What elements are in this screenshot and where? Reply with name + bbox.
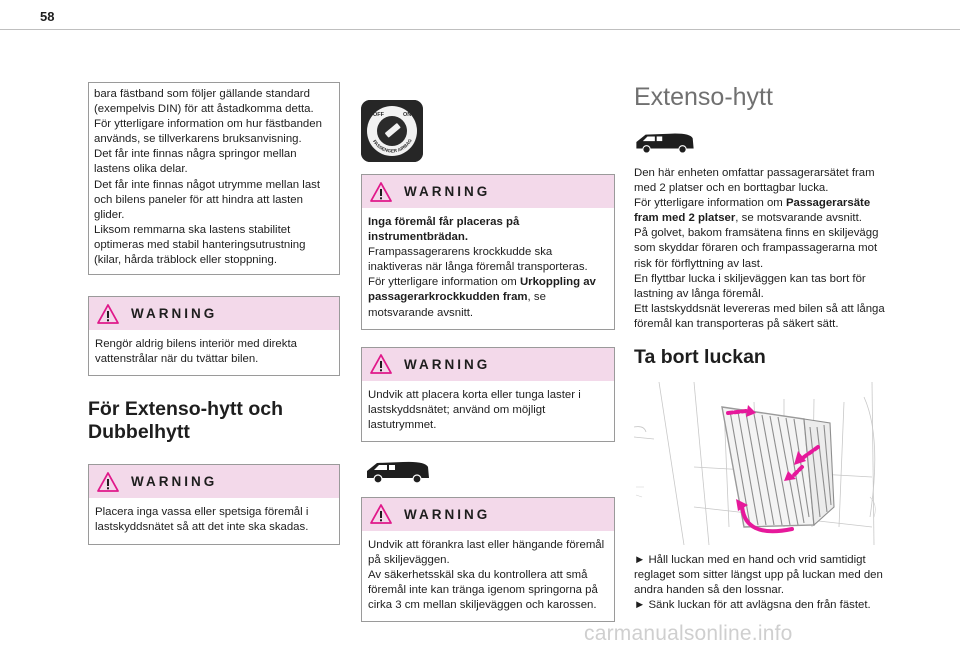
van-icon — [365, 458, 431, 484]
description-part: Den här enheten omfattar passagerarsätet fram med 2 platser och en borttagbar lucka. För ytterligare information om — [634, 167, 875, 210]
airbag-off-label: OFF — [373, 112, 384, 118]
warning-box — [361, 174, 615, 330]
step-text: ► Sänk luckan för att avlägsna den från fästet. — [634, 599, 871, 612]
description-part: , se motsvarande avsnitt. På golvet, bakom framsätena finns en skiljevägg som skyddar föraren och frampassagerarna mot risk för förflyttning av last. En flyttbar lucka i skiljeväggen kan tas bort för lastning av långa föremål. Ett lastskyddsnät levereras med bilen så att långa föremål kan transporteras på säkert sätt. — [634, 212, 885, 330]
warning-triangle-icon — [370, 182, 392, 202]
page-title: Extenso-hytt — [634, 83, 773, 111]
warning-header — [89, 297, 339, 330]
warning-box — [88, 296, 340, 376]
step-text: ► Håll luckan med en hand och vrid samtidigt reglaget som sitter längst upp på luckan med den andra handen så den lossnar. — [634, 554, 883, 597]
warning-box — [361, 347, 615, 442]
warning-triangle-icon — [97, 304, 119, 324]
warning-text: Placera inga vassa eller spetsiga föremål i lastskyddsnätet så att det inte ska skadas. — [95, 506, 309, 534]
van-icon — [634, 130, 696, 154]
warning-triangle-icon — [97, 472, 119, 492]
section-heading: Ta bort luckan — [634, 346, 766, 369]
watermark: carmanualsonline.info — [584, 622, 793, 645]
warning-title: WARNING — [131, 474, 218, 490]
warning-title: WARNING — [404, 184, 491, 199]
warning-text — [362, 208, 614, 329]
warning-text: Undvik att placera korta eller tunga laster i lastskyddsnätet; använd om möjligt lastutrymmet. — [368, 388, 581, 431]
warning-triangle-icon — [370, 354, 392, 374]
intro-text: bara fästband som följer gällande standard (exempelvis DIN) för att åstadkomma detta. För ytterligare information om hur fästbanden används, se tillverkarens bruksanvisning. Det får inte finnas några springor mellan lastens olika delar. Det får inte finnas något utrymme mellan last och bilens paneler för att hindra att lasten glider. Liksom remmarna ska lastens stabilitet optimeras med stabil hanteringsutrustning (kilar, hårda träblock eller stoppning. — [94, 88, 322, 267]
warning-bold-line: Inga föremål får placeras på instrumentbrädan. — [368, 216, 520, 244]
warning-text: Undvik att förankra last eller hängande föremål på skiljeväggen. Av säkerhetsskäl ska du kontrollera att små föremål inte kan tränga igenom springorna på cirka 3 cm mellan skiljeväggen och karossen. — [368, 538, 605, 612]
warning-triangle-icon — [370, 504, 392, 524]
description-text — [634, 166, 888, 332]
warning-header — [89, 465, 339, 498]
passenger-airbag-icon — [361, 100, 423, 162]
warning-text-part: , se motsvarande avsnitt. — [368, 291, 546, 319]
column-left — [88, 82, 340, 545]
partition-hatch-illustration — [634, 377, 884, 545]
warning-header — [362, 348, 614, 381]
header-divider — [0, 29, 960, 30]
warning-text-part: Frampassagerarens krockkudde ska inaktiveras när långa föremål transporteras. För ytterligare information om — [368, 246, 588, 289]
column-middle — [361, 100, 615, 622]
warning-title: WARNING — [404, 356, 491, 372]
warning-text: Rengör aldrig bilens interiör med direkta vattenstrålar när du tvättar bilen. — [95, 338, 297, 366]
intro-box — [88, 82, 340, 275]
description-bold-reference: Passagerarsäte fram med 2 platser — [634, 197, 871, 225]
airbag-on-label: ON — [403, 112, 412, 118]
column-right — [634, 82, 888, 613]
warning-header — [362, 175, 614, 208]
page-number: 58 — [40, 9, 55, 24]
warning-bold-reference: Urkoppling av passagerarkrockkudden fram — [368, 276, 596, 304]
airbag-caption: PASSENGER AIRBAG — [371, 137, 413, 154]
warning-box — [361, 497, 615, 622]
section-heading: För Extenso-hytt och Dubbelhytt — [88, 398, 284, 444]
warning-header — [362, 498, 614, 531]
warning-box — [88, 464, 340, 544]
warning-title: WARNING — [404, 506, 491, 522]
warning-title: WARNING — [131, 306, 218, 322]
